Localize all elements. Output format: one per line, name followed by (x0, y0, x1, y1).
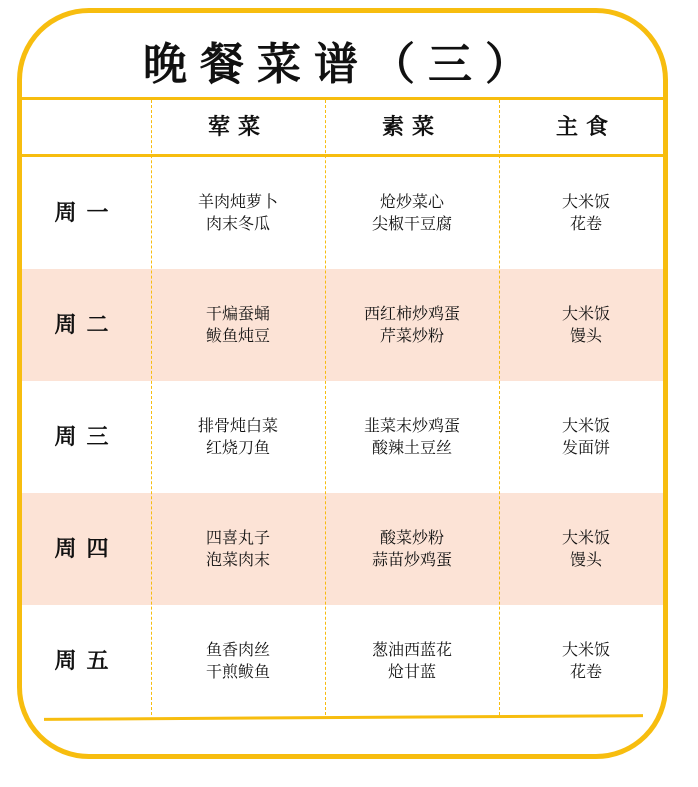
dish-item: 大米饭 (561, 528, 610, 547)
dish-item: 尖椒干豆腐 (371, 214, 452, 233)
dish-item: 泡菜肉末 (205, 550, 270, 569)
meat-dishes (151, 157, 325, 269)
vegetable-dishes (325, 493, 499, 605)
dish-item: 鲅鱼炖豆 (205, 326, 270, 345)
dish-item: 大米饭 (561, 192, 610, 211)
meat-dishes (151, 605, 325, 717)
column-header-row (22, 100, 663, 154)
staple-foods (499, 605, 668, 717)
menu-title: 晚餐菜谱（三） (143, 39, 542, 90)
dish-item: 炝炒菜心 (379, 192, 444, 211)
vegetable-dishes (325, 381, 499, 493)
dish-item: 肉末冬瓜 (205, 214, 270, 233)
dish-item: 排骨炖白菜 (197, 416, 278, 435)
day-label: 周四 (54, 536, 119, 562)
header-vegetable: 素菜 (381, 114, 442, 140)
vegetable-dishes (325, 269, 499, 381)
menu-row-thursday (22, 493, 663, 605)
menu-row-friday (22, 605, 663, 717)
dish-item: 发面饼 (561, 438, 610, 457)
dish-item: 酸菜炒粉 (379, 528, 444, 547)
staple-foods (499, 493, 668, 605)
dish-item: 芹菜炒粉 (379, 326, 444, 345)
menu-row-wednesday (22, 381, 663, 493)
staple-foods (499, 269, 668, 381)
staple-foods (499, 381, 668, 493)
header-staple: 主食 (555, 114, 616, 140)
dish-item: 鱼香肉丝 (205, 640, 270, 659)
dish-item: 蒜苗炒鸡蛋 (371, 550, 452, 569)
dish-item: 干煸蚕蛹 (205, 304, 270, 323)
dish-item: 干煎鲅鱼 (205, 662, 270, 681)
dish-item: 韭菜末炒鸡蛋 (363, 416, 460, 435)
day-label: 周五 (54, 648, 119, 674)
dish-item: 馒头 (569, 326, 602, 345)
column-divider (325, 100, 326, 715)
dish-item: 花卷 (569, 214, 602, 233)
dish-item: 大米饭 (561, 416, 610, 435)
dish-item: 大米饭 (561, 640, 610, 659)
dish-item: 馒头 (569, 550, 602, 569)
header-meat: 荤菜 (207, 114, 268, 140)
dish-item: 酸辣土豆丝 (371, 438, 452, 457)
column-divider (499, 100, 500, 715)
menu-row-tuesday (22, 269, 663, 381)
dish-item: 四喜丸子 (205, 528, 270, 547)
column-divider (151, 100, 152, 715)
dish-item: 葱油西蓝花 (371, 640, 452, 659)
meat-dishes (151, 269, 325, 381)
menu-card (17, 8, 668, 759)
day-label: 周二 (54, 312, 119, 338)
header-blank (22, 100, 151, 154)
dish-item: 红烧刀鱼 (205, 438, 270, 457)
day-label: 周一 (54, 200, 119, 226)
dish-item: 西红柿炒鸡蛋 (363, 304, 460, 323)
meat-dishes (151, 381, 325, 493)
dish-item: 炝甘蓝 (387, 662, 436, 681)
menu-row-monday (22, 157, 663, 269)
dish-item: 大米饭 (561, 304, 610, 323)
vegetable-dishes (325, 605, 499, 717)
day-label: 周三 (54, 424, 119, 450)
staple-foods (499, 157, 668, 269)
dish-item: 羊肉炖萝卜 (197, 192, 278, 211)
vegetable-dishes (325, 157, 499, 269)
dish-item: 花卷 (569, 662, 602, 681)
meat-dishes (151, 493, 325, 605)
